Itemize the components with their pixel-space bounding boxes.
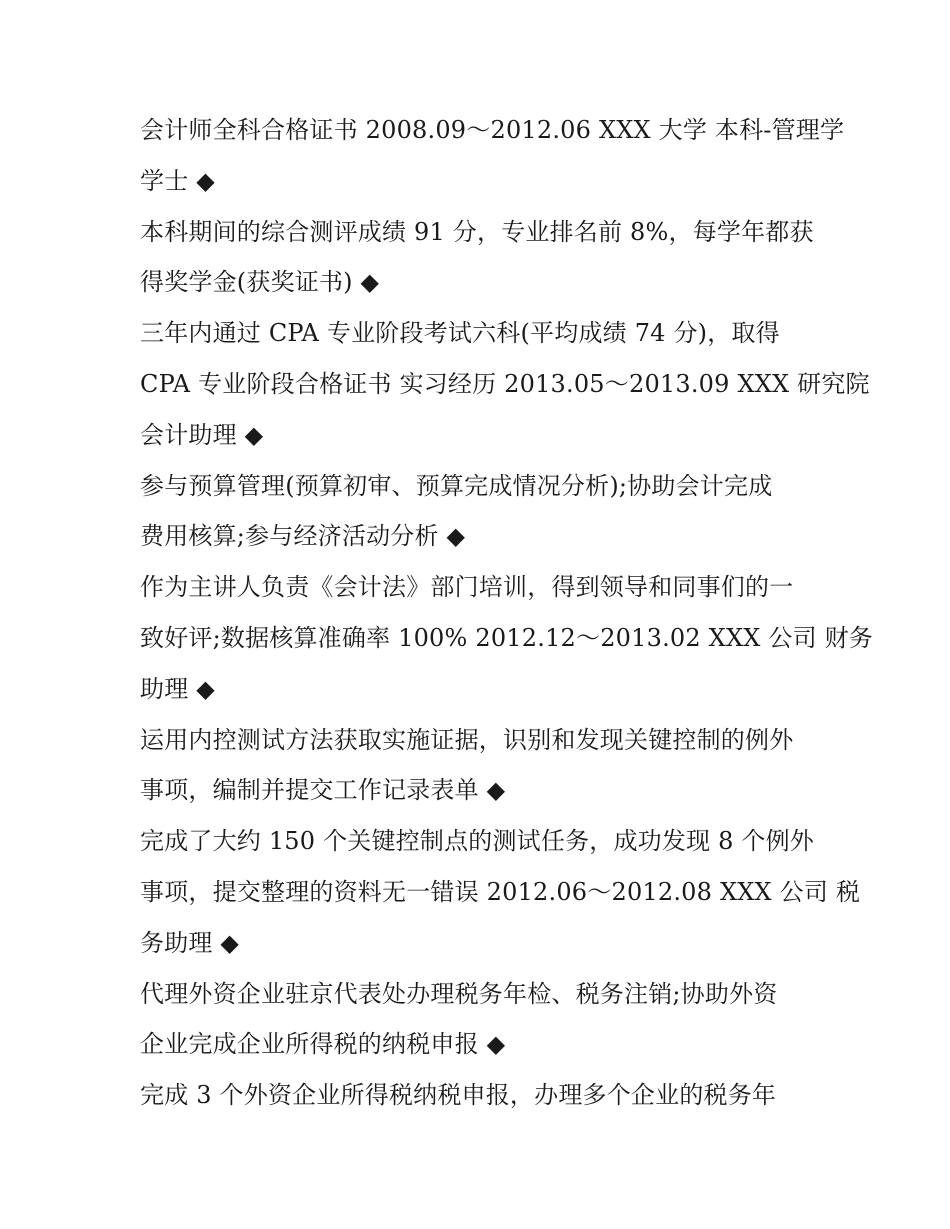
text-line: 会计师全科合格证书 2008.09～2012.06 XXX 大学 本科-管理学 <box>140 116 845 144</box>
text-line: 事项，提交整理的资料无一错误 2012.06～2012.08 XXX 公司 税 <box>140 877 861 906</box>
text-line: 作为主讲人负责《会计法》部门培训，得到领导和同事们的一 <box>140 573 794 602</box>
text-line: 助理 ◆ <box>140 674 215 703</box>
text-line: 致好评;数据核算准确率 100% 2012.12～2013.02 XXX 公司 财务 <box>140 623 873 652</box>
text-line: CPA 专业阶段合格证书 实习经历 2013.05～2013.09 XXX 研究院 <box>140 369 870 398</box>
text-line: 代理外资企业驻京代表处办理税务年检、税务注销;协助外资 <box>140 979 778 1008</box>
text-line: 三年内通过 CPA 专业阶段考试六科(平均成绩 74 分)，取得 <box>140 319 780 348</box>
text-line: 参与预算管理(预算初审、预算完成情况分析);协助会计完成 <box>140 471 773 500</box>
text-line: 事项，编制并提交工作记录表单 ◆ <box>140 776 506 805</box>
text-line: 完成了大约 150 个关键控制点的测试任务，成功发现 8 个例外 <box>140 827 814 856</box>
text-line: 完成 3 个外资企业所得税纳税申报，办理多个企业的税务年 <box>140 1081 777 1110</box>
document-body <box>140 105 873 1121</box>
text-line: 本科期间的综合测评成绩 91 分，专业排名前 8%，每学年都获 <box>140 217 814 246</box>
text-line: 费用核算;参与经济活动分析 ◆ <box>140 522 466 551</box>
text-line: 运用内控测试方法获取实施证据，识别和发现关键控制的例外 <box>140 725 794 754</box>
text-line: 企业完成企业所得税的纳税申报 ◆ <box>140 1030 506 1059</box>
text-line: 会计助理 ◆ <box>140 420 264 449</box>
text-line: 得奖学金(获奖证书) ◆ <box>140 268 380 297</box>
text-line: 学士 ◆ <box>140 166 215 195</box>
text-line: 务助理 ◆ <box>140 928 240 957</box>
